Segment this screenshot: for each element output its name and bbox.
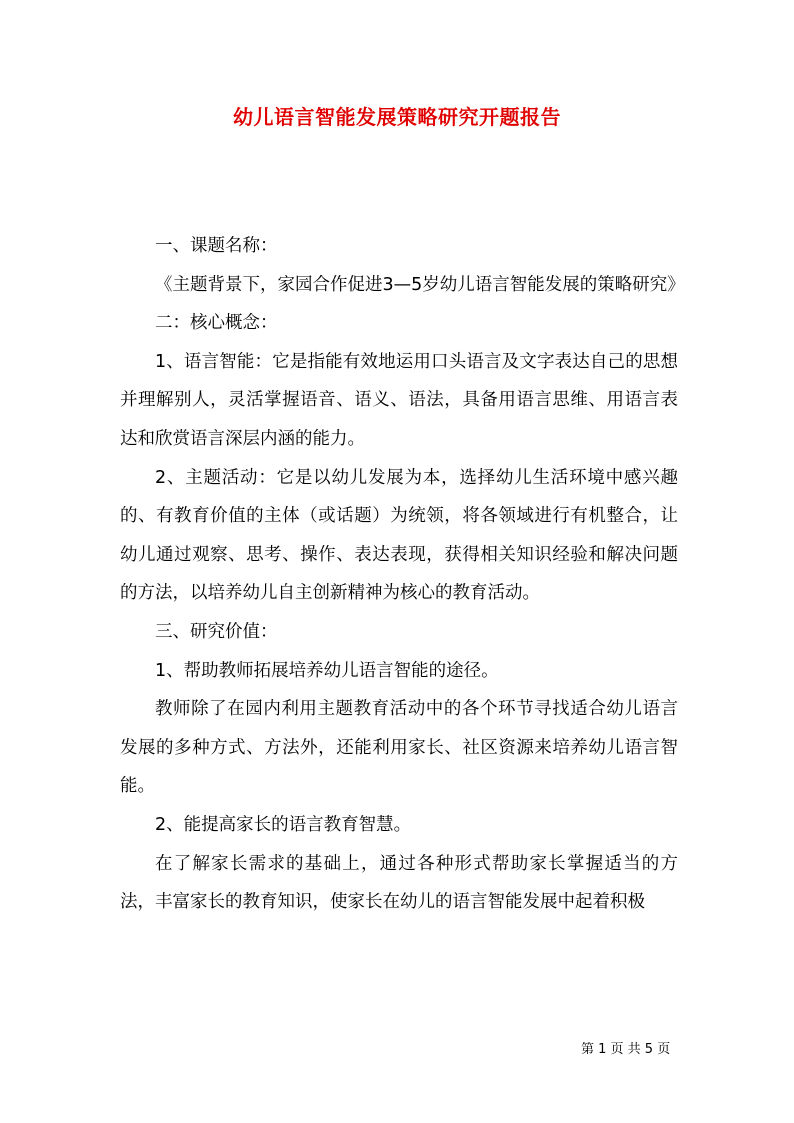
section-heading-research-value: 三、研究价值： [155, 621, 278, 642]
topic-title-paragraph: 《主题背景下，家园合作促进3—5岁幼儿语言智能发展的策略研究》 [155, 274, 685, 295]
value-item-2-paragraph: 在了解家长需求的基础上，通过各种形式帮助家长掌握适当的方法，丰富家长的教育知识，使家长在幼儿的语言智能发展中起着积极 [120, 853, 678, 913]
section-heading-topic-name: 一、课题名称： [155, 236, 278, 256]
concept-theme-activity-paragraph: 2、主题活动：它是以幼儿发展为本，选择幼儿生活环境中感兴趣的、有教育价值的主体（或话题）为统领，将各领域进行有机整合，让幼儿通过观察、思考、操作、表达表现，获得相关知识经验和解决问题的方法，以培养幼儿自主创新精神为核心的教育活动。 [120, 467, 678, 604]
document-title: 幼儿语言智能发展策略研究开题报告 [233, 105, 561, 129]
value-item-1-heading: 1、帮助教师拓展培养幼儿语言智能的途径。 [155, 660, 499, 681]
value-item-2-heading: 2、能提高家长的语言教育智慧。 [155, 814, 412, 835]
concept-language-intelligence-paragraph: 1、语言智能：它是指能有效地运用口头语言及文字表达自己的思想并理解别人，灵活掌握语音、语义、语法，具备用语言思维、用语言表达和欣赏语言深层内涵的能力。 [120, 351, 678, 449]
section-heading-core-concepts: 二：核心概念： [155, 313, 278, 334]
page-footer: 第 1 页 共 5 页 [581, 1042, 671, 1057]
document-body [120, 227, 685, 922]
value-item-1-paragraph: 教师除了在园内利用主题教育活动中的各个环节寻找适合幼儿语言发展的多种方式、方法外，还能利用家长、社区资源来培养幼儿语言智能。 [120, 699, 678, 797]
